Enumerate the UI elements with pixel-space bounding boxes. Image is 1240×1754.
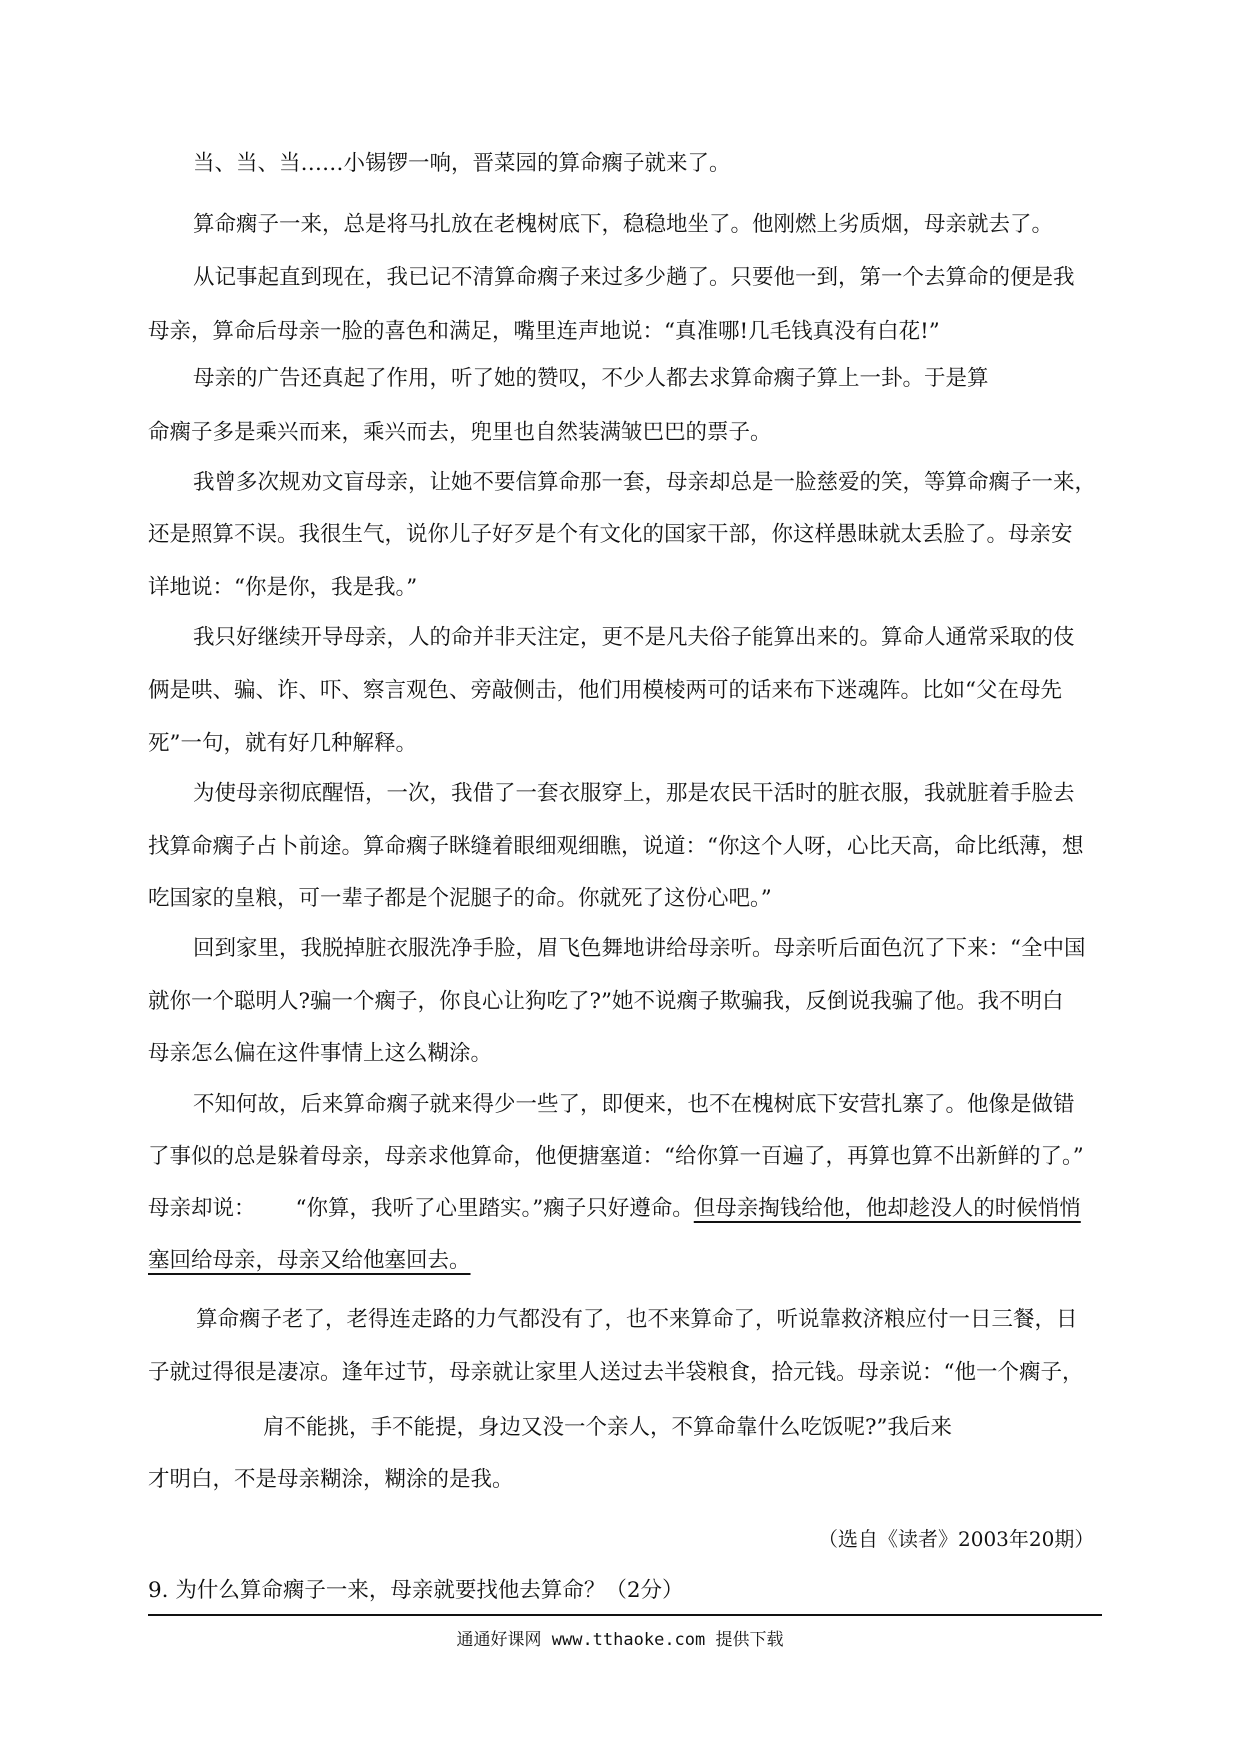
text-line: 命瘸子多是乘兴而来，乘兴而去，兜里也自然装满皱巴巴的票子。 [148,420,772,445]
page-footer: 通通好课网 www.tthaoke.com 提供下载 [456,1630,784,1650]
text-line: 算命瘸子老了，老得连走路的力气都没有了，也不来算命了，听说靠救济粮应付一日三餐，日 [196,1307,1078,1332]
divider [148,1614,1102,1616]
text-line: 死”一句，就有好几种解释。 [148,731,417,756]
text-line: 还是照算不误。我很生气，说你儿子好歹是个有文化的国家干部，你这样愚昧就太丢脸了。母亲安 [148,522,1073,547]
text-line [148,1198,1081,1220]
text-line: 母亲怎么偏在这件事情上这么糊涂。 [148,1041,493,1066]
text-line: 肩不能挑，手不能提，身边又没一个亲人，不算命靠什么吃饭呢?”我后来 [263,1415,953,1440]
text-line: 当、当、当……小锡锣一响，晋菜园的算命瘸子就来了。 [193,151,731,176]
text-fragment: 母亲却说： [148,1196,256,1221]
text-line: 为使母亲彻底醒悟，一次，我借了一套衣服穿上，那是农民干活时的脏衣服，我就脏着手脸去 [193,781,1075,806]
text-line: 找算命瘸子占卜前途。算命瘸子眯缝着眼细观细瞧，说道：“你这个人呀，心比天高，命比纸薄，想 [148,834,1084,859]
text-line: 不知何故，后来算命瘸子就来得少一些了，即便来，也不在槐树底下安营扎寨了。他像是做错 [193,1092,1075,1117]
text-line: 详地说：“你是你，我是我。” [148,575,418,600]
text-line: 母亲的广告还真起了作用，听了她的赞叹，不少人都去求算命瘸子算上一卦。于是算 [193,366,989,391]
text-line: 才明白，不是母亲糊涂，糊涂的是我。 [148,1467,514,1492]
text-line: 俩是哄、骗、诈、吓、察言观色、旁敲侧击，他们用模棱两可的话来布下迷魂阵。比如“父在母先 [148,678,1062,703]
text-line: 子就过得很是凄凉。逢年过节，母亲就让家里人送过去半袋粮食，拾元钱。母亲说：“他一个瘸子， [148,1360,1084,1385]
text-line: 吃国家的皇粮，可一辈子都是个泥腿子的命。你就死了这份心吧。” [148,886,772,911]
text-line: 我曾多次规劝文盲母亲，让她不要信算命那一套，母亲却总是一脸慈爱的笑，等算命瘸子一来， [193,470,1097,495]
text-line: 从记事起直到现在，我已记不清算命瘸子来过多少趟了。只要他一到，第一个去算命的便是我 [193,265,1075,290]
text-fragment: “你算，我听了心里踏实。”瘸子只好遵命。 [295,1196,694,1221]
text-line: 就你一个聪明人?骗一个瘸子，你良心让狗吃了?”她不说瘸子欺骗我，反倒说我骗了他。我不明白 [148,989,1064,1014]
text-line: 回到家里，我脱掉脏衣服洗净手脸，眉飞色舞地讲给母亲听。母亲听后面色沉了下来：“全中国 [193,936,1086,961]
question-9: 9. 为什么算命瘸子一来，母亲就要找他去算命？（2分） [148,1578,684,1603]
text-line: 了事似的总是躲着母亲，母亲求他算命，他便搪塞道：“给你算一百遍了，再算也算不出新鲜的了。” [148,1144,1084,1169]
source-citation: （选自《读者》2003年20期） [818,1527,1095,1551]
text-line: 我只好继续开导母亲，人的命并非天注定，更不是凡夫俗子能算出来的。算命人通常采取的伎 [193,625,1075,650]
underlined-sentence: 塞回给母亲，母亲又给他塞回去。 [148,1248,471,1273]
underlined-sentence: 但母亲掏钱给他，他却趁没人的时候悄悄 [693,1196,1081,1221]
text-line: 母亲，算命后母亲一脸的喜色和满足，嘴里连声地说：“真准哪!几毛钱真没有白花!” [148,319,940,344]
text-line: 算命瘸子一来，总是将马扎放在老槐树底下，稳稳地坐了。他刚燃上劣质烟，母亲就去了。 [193,212,1054,237]
